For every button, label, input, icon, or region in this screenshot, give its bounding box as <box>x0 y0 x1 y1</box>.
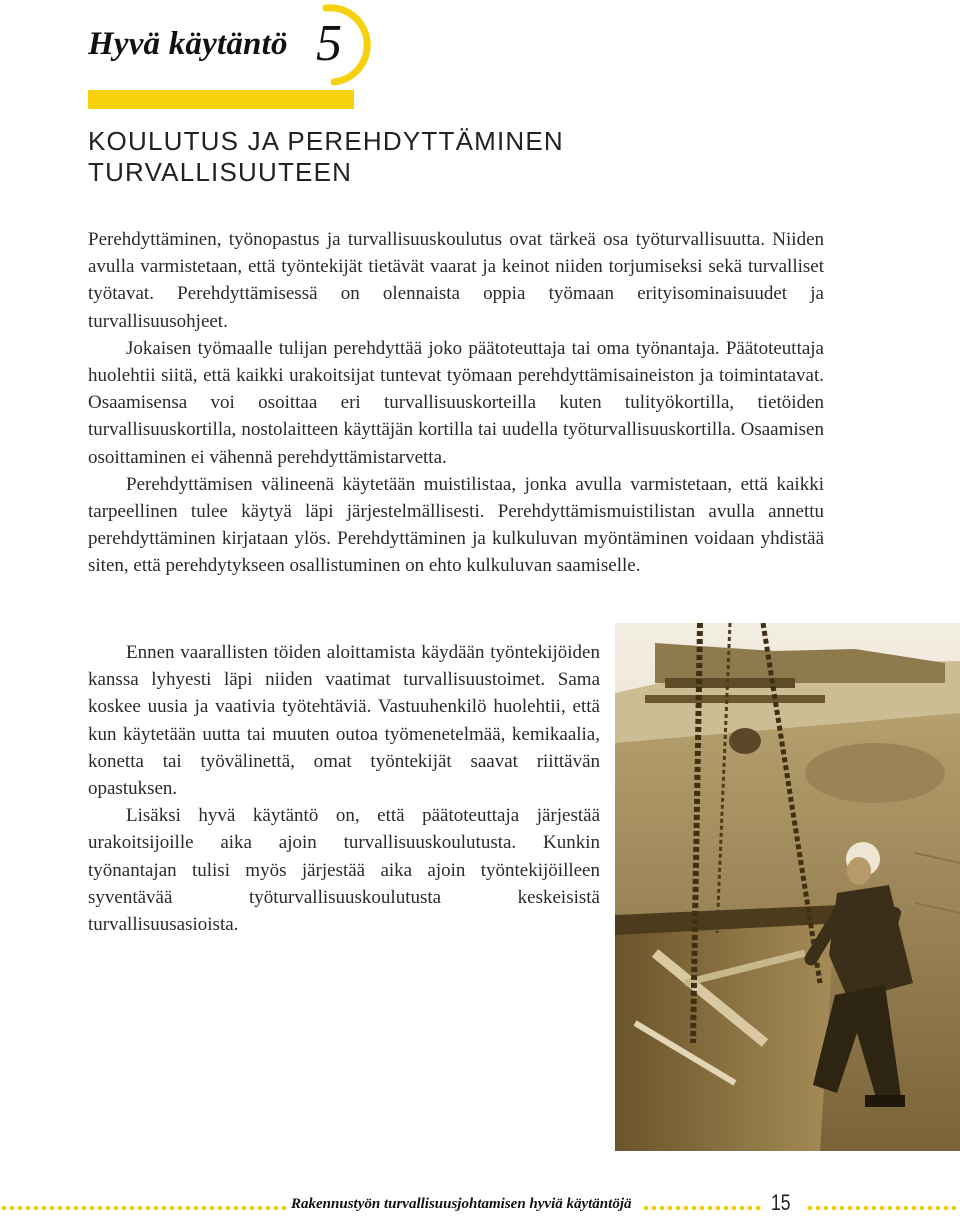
footer-dots-right <box>806 1205 960 1211</box>
paragraph-2: Jokaisen työmaalle tulijan perehdyttää joko päätoteuttaja tai oma työnantaja. Päätoteuttaja huolehtii siitä, että kaikki urakoitsijat tuntevat työmaan perehdyttämisaineiston ja toimintatavat. Osaamisensa voi osoittaa eri turvallisuuskorteilla kuten tulityökortilla, tietöiden turvallisuuskortilla, nostolaitteen käyttäjän kortilla tai uudella työturvallisuuskortilla. Osaamisen osoittaminen ei vähennä perehdyttämistarvetta. <box>88 337 824 468</box>
header-accent-bar <box>88 90 354 109</box>
paragraph-3: Perehdyttämisen välineenä käytetään muistilistaa, jonka avulla varmistetaan, että kaikki tarpeellinen tulee käytyä läpi järjestelmällisesti. Perehdyttämismuistilistan avulla annettu perehdyttäminen kirjataan ylös. Perehdyttäminen ja kulkuluvan myöntäminen voidaan yhdistää siten, että perehdytykseen osallistuminen on ehto kulkuluvan saamiselle. <box>88 473 824 577</box>
section-title-line-1: KOULUTUS JA PEREHDYTTÄMINEN <box>88 126 564 156</box>
paragraph-5: Lisäksi hyvä käytäntö on, että päätoteuttaja järjestää urakoitsijoille aika ajoin turvallisuuskoulutusta. Kunkin työnantajan tulisi myös järjestää aika ajoin työntekijöilleen syventävää työturvallisuuskoulutusta keskeisistä turvallisuusasioista. <box>88 805 600 936</box>
practice-number: 5 <box>316 15 342 72</box>
footer-dots-left <box>0 1205 286 1211</box>
body-text-column <box>88 639 600 938</box>
body-text-full-width <box>88 226 824 580</box>
section-title-line-2: TURVALLISUUTEEN <box>88 157 353 187</box>
footer-dots-middle <box>642 1205 762 1211</box>
photo-illustration <box>615 623 960 1151</box>
page-number: 15 <box>771 1190 791 1215</box>
section-title <box>88 126 788 188</box>
paragraph-4: Ennen vaarallisten töiden aloittamista käydään työntekijöiden kanssa lyhyesti läpi niiden vaatimat turvallisuustoimet. Sama koskee uusia ja vaativia työtehtäviä. Vastuuhenkilö huolehtii, että kun käytetään uutta tai muuten outoa työmenetelmää, kemikaalia, konetta tai työvälinettä, omat työntekijät saavat riittävän opastuksen. <box>88 642 600 800</box>
construction-worker-photo <box>615 623 960 1151</box>
footer-publication-title: Rakennustyön turvallisuusjohtamisen hyviä käytäntöjä <box>291 1196 632 1212</box>
paragraph-1: Perehdyttäminen, työnopastus ja turvallisuuskoulutus ovat tärkeä osa työturvallisuutta. Niiden avulla varmistetaan, että työntekijät tietävät vaarat ja keinot niiden torjumiseksi sekä turvalliset työtavat. Perehdyttämisessä on olennaista oppia työmaan erityisominaisuudet ja turvallisuusohjeet. <box>88 229 824 332</box>
practice-label: Hyvä käytäntö <box>88 26 288 62</box>
